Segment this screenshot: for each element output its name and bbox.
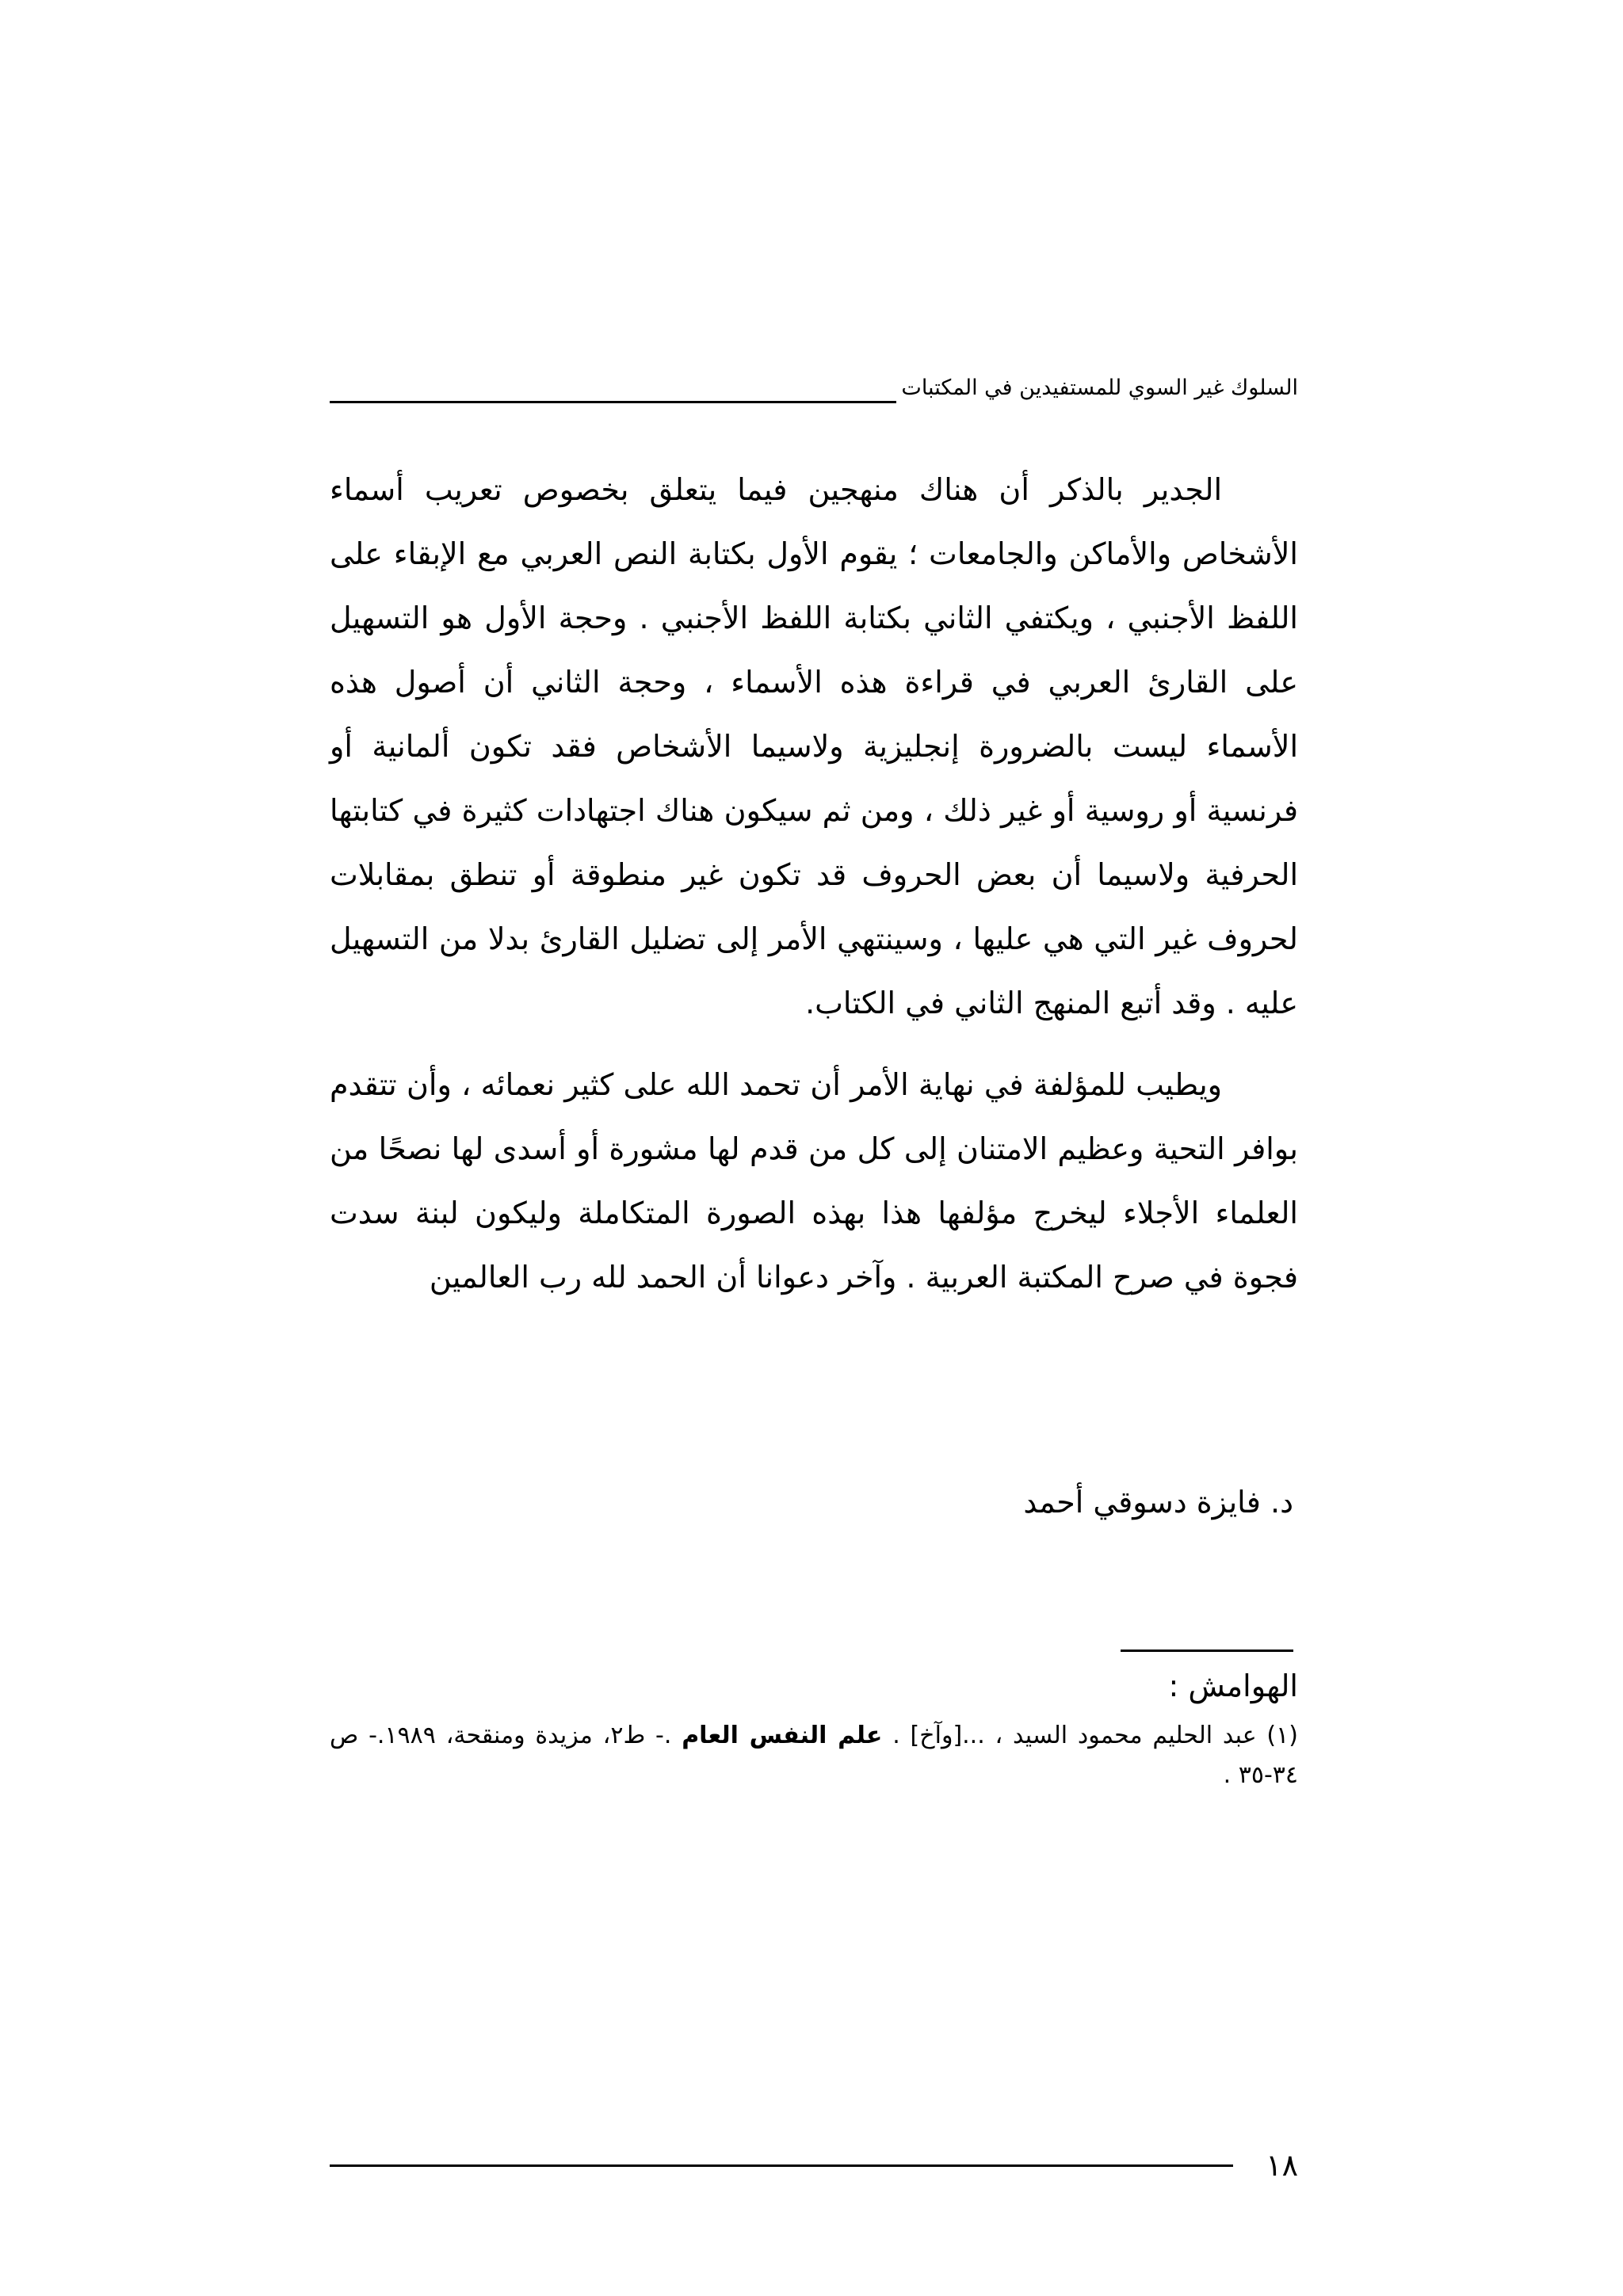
page-number: ١٨ — [1266, 2148, 1298, 2183]
footnotes-heading: الهوامش : — [1168, 1669, 1298, 1703]
footnote-rule — [1121, 1650, 1293, 1652]
body-text — [330, 458, 1298, 1310]
footnote-details: .- ط٢، مزيدة ومنقحة، ١٩٨٩.- ص ٣٤-٣٥ . — [330, 1722, 1298, 1789]
running-header — [330, 372, 1298, 410]
footer-rule — [330, 2164, 1233, 2167]
footnote-item — [330, 1716, 1298, 1795]
running-header-title: السلوك غير السوي للمستفيدين في المكتبات — [896, 372, 1298, 404]
paragraph-transliteration: الجدير بالذكر أن هناك منهجين فيما يتعلق بخصوص تعريب أسماء الأشخاص والأماكن والجامعات ؛ يقوم الأول بكتابة النص العربي مع الإبقاء على اللفظ الأجنبي ، ويكتفي الثاني بكتابة اللفظ الأجنبي . وحجة الأول هو التسهيل على القارئ العربي في قراءة هذه الأسماء ، وحجة الثاني أن أصول هذه الأسماء ليست بالضرورة إنجليزية ولاسيما الأشخاص فقد تكون ألمانية أو فرنسية أو روسية أو غير ذلك ، ومن ثم سيكون هناك اجتهادات كثيرة في كتابتها الحرفية ولاسيما أن بعض الحروف قد تكون غير منطوقة أو تنطق بمقابلات لحروف غير التي هي عليها ، وسينتهي الأمر إلى تضليل القارئ بدلا من التسهيل عليه . وقد أتبع المنهج الثاني في الكتاب. — [330, 472, 1298, 1020]
footnotes — [330, 1662, 1298, 1795]
footnote-author: (١) عبد الحليم محمود السيد ، ...[وآخ] . — [882, 1722, 1298, 1749]
page-footer — [330, 2145, 1298, 2185]
author-signature: د. فايزة دسوقي أحمد — [1023, 1485, 1293, 1520]
paragraph-acknowledgement: ويطيب للمؤلفة في نهاية الأمر أن تحمد الله على كثير نعمائه ، وأن تتقدم بوافر التحية وعظيم الامتنان إلى كل من قدم لها مشورة أو أسدى لها نصحًا من العلماء الأجلاء ليخرج مؤلفها هذا بهذه الصورة المتكاملة وليكون لبنة سدت فجوة في صرح المكتبة العربية . وآخر دعوانا أن الحمد لله رب العالمين — [330, 1067, 1298, 1295]
footnote-book-title: علم النفس العام — [682, 1722, 883, 1749]
